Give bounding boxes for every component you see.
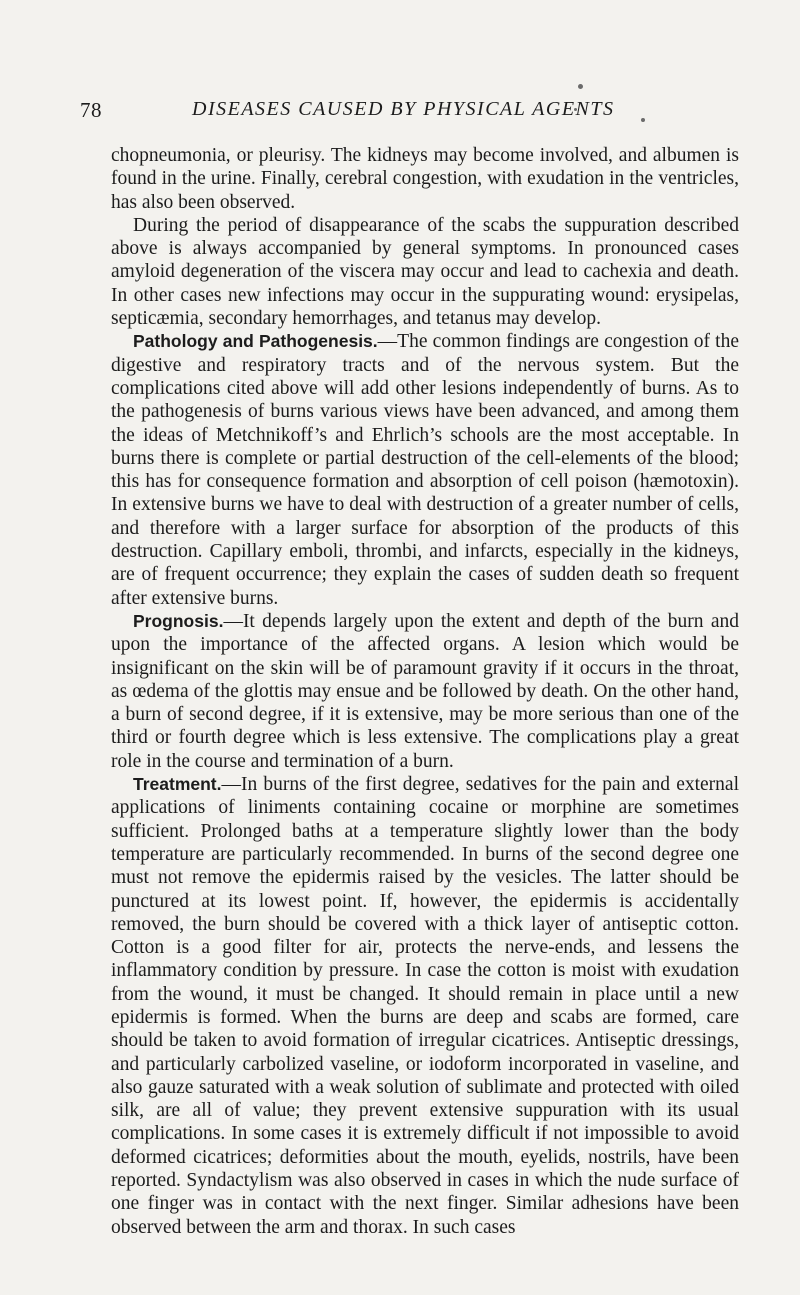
section-heading: Treatment. — [133, 774, 222, 795]
paragraph-treatment — [111, 773, 739, 1239]
paragraph — [111, 144, 739, 214]
paragraph-prognosis — [111, 610, 739, 773]
print-speck — [578, 84, 583, 89]
section-heading: Pathology and Pathogenesis. — [133, 331, 378, 352]
paragraph-text: —In burns of the first degree, sedatives for the pain and external applications of liniments containing cocaine or morphine are sometimes sufficient. Prolonged baths at a temperature slightly lower than the body temperature are particularly recommended. In burns of the second degree one must not remove the epidermis raised by the vesicles. The latter should be punctured at its lowest point. If, however, the epidermis is accidentally removed, the burn should be covered with a thick layer of antiseptic cotton. Cotton is a good filter for air, protects the nerve-ends, and lessens the inflammatory condition by pressure. In case the cotton is moist with exudation from the wound, it must be changed. It should remain in place until a new epidermis is formed. When the burns are deep and scabs are formed, care should be taken to avoid formation of irregular cicatrices. Antiseptic dressings, and particularly carbolized vaseline, or iodoform incorporated in vaseline, and also gauze saturated with a weak solution of sublimate and protected with oiled silk, are all of value; they prevent extensive suppuration with its usual complications. In some cases it is extremely difficult if not impossible to avoid deformed cicatrices; deformities about the mouth, eyelids, nostrils, have been reported. Syndactylism was also observed in cases in which the nude surface of one finger was in contact with the next finger. Similar adhesions have been observed between the arm and thorax. In such cases — [111, 774, 739, 1238]
paragraph-text: During the period of disappearance of the scabs the suppuration described above is always accompanied by general symptoms. In pronounced cases amyloid degeneration of the viscera may occur and lead to cachexia and death. In other cases new infections may occur in the suppurating wound: erysipelas, septicæmia, secondary hemorrhages, and tetanus may develop. — [111, 214, 739, 330]
paragraph-text: chopneumonia, or pleurisy. The kidneys may become involved, and albumen is found in the urine. Finally, cerebral congestion, with exudation in the ventricles, has also been observed. — [111, 145, 739, 213]
page-header — [80, 98, 740, 128]
paragraph-text: —It depends largely upon the extent and depth of the burn and upon the importance of the affected organs. A lesion which would be insignificant on the skin will be of paramount gravity if it occurs in the throat, as œdema of the glottis may ensue and be followed by death. On the other hand, a burn of second degree, if it is extensive, may be more serious than one of the third or fourth degree which is less extensive. The complications play a great role in the course and termination of a burn. — [111, 610, 739, 772]
page-number: 78 — [80, 98, 102, 122]
section-heading: Prognosis. — [133, 610, 224, 631]
body-text — [111, 144, 739, 1239]
paragraph-pathology — [111, 330, 739, 610]
paragraph — [111, 214, 739, 330]
running-head: DISEASES CAUSED BY PHYSICAL AGENTS — [192, 98, 615, 120]
paragraph-text: —The common findings are congestion of the digestive and respiratory tracts and of the nervous system. But the complications cited above will add other lesions independently of burns. As to the pathogenesis of burns various views have been advanced, and among them the ideas of Metchnikoff’s and Ehrlich’s schools are the most acceptable. In burns there is complete or partial destruction of the cell-elements of the blood; this has for consequence formation and absorption of cell poison (hæmotoxin). In extensive burns we have to deal with destruction of a greater number of cells, and therefore with a larger surface for absorption of the products of this destruction. Capillary emboli, thrombi, and infarcts, especially in the kidneys, are of frequent occurrence; they explain the cases of sudden death so frequent after extensive burns. — [111, 331, 739, 609]
